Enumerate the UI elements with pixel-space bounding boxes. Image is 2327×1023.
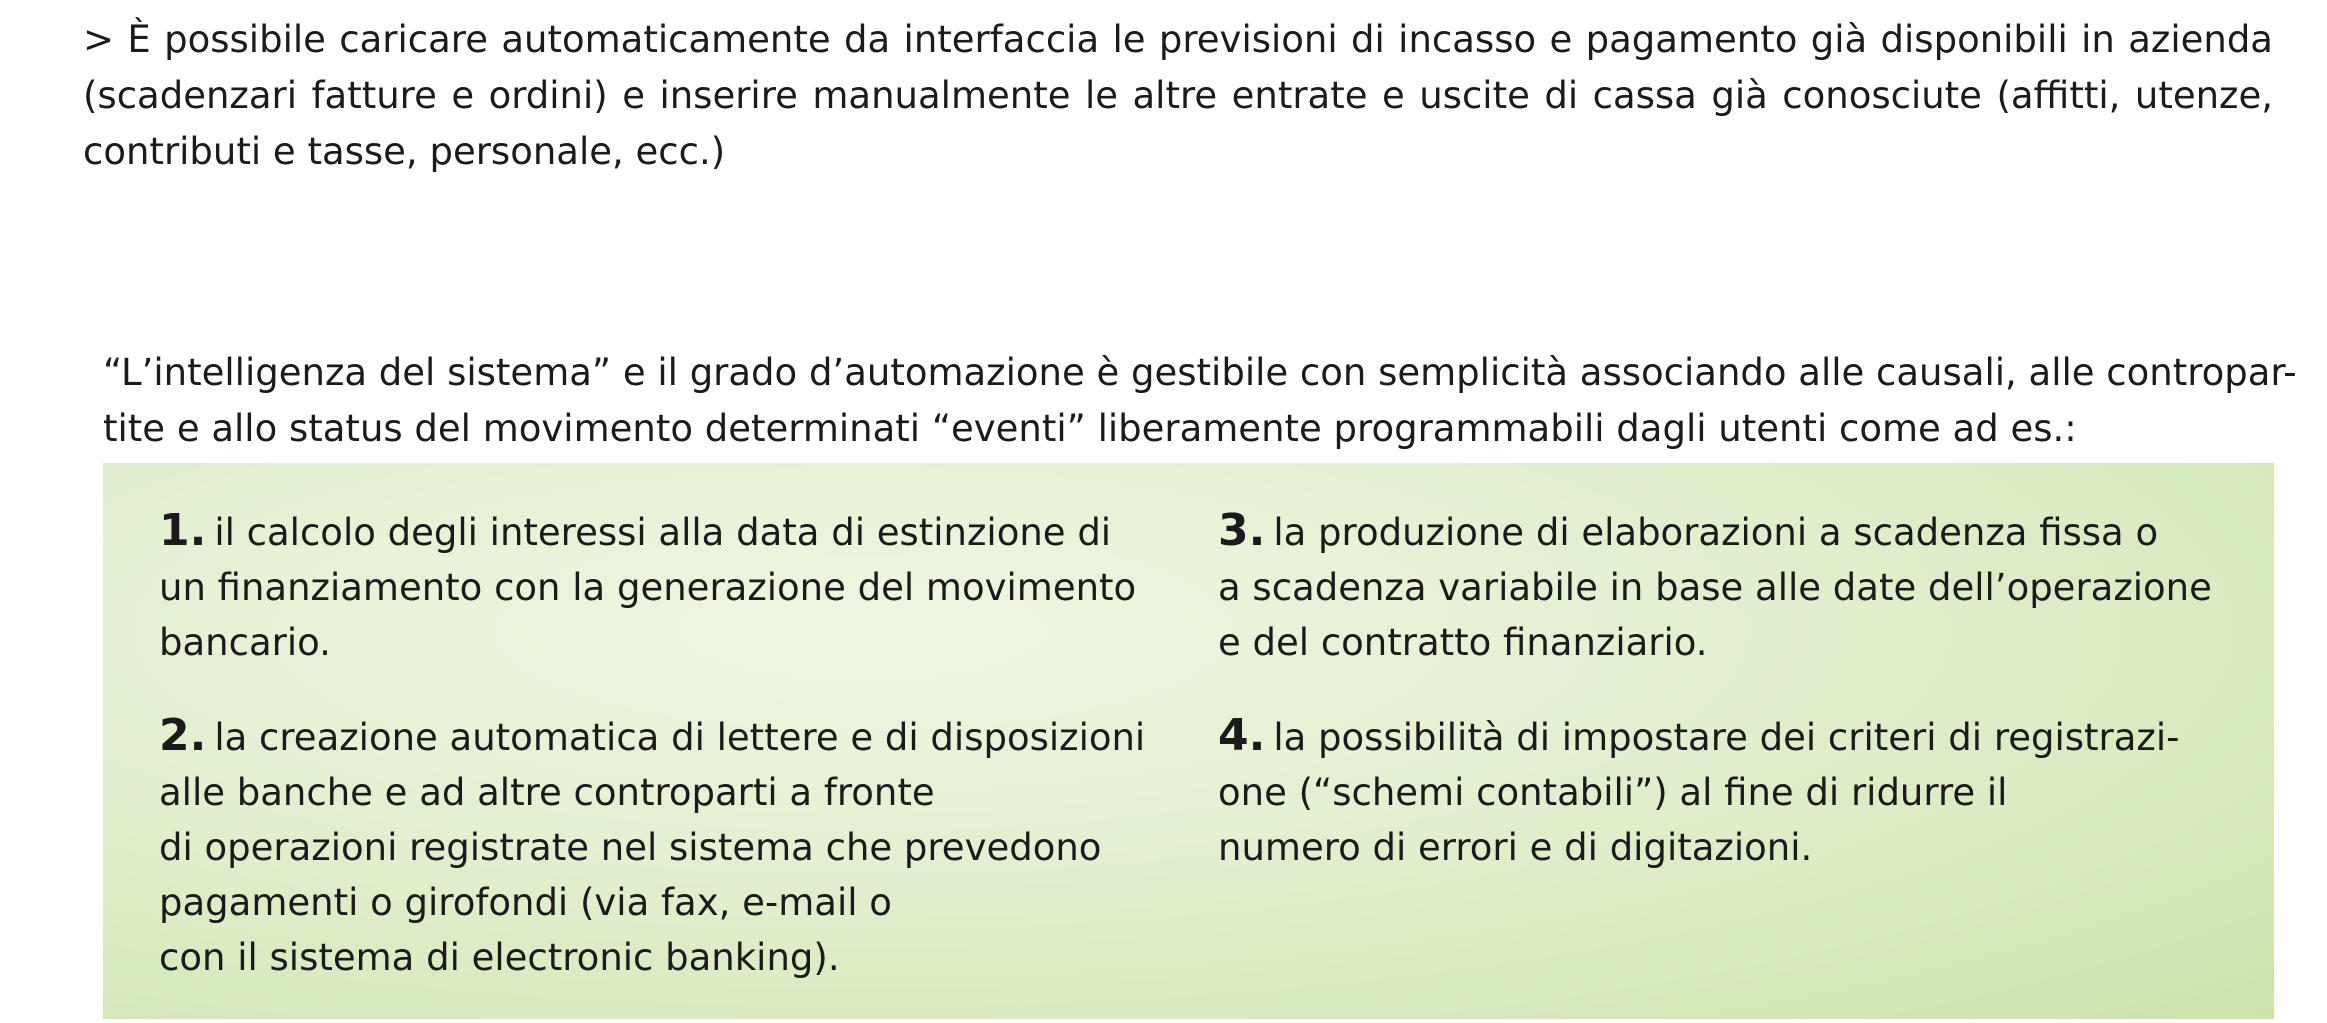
event-item-2-line-1 xyxy=(159,708,1169,765)
event-item-3-text-1: la produzione di elaborazioni a scadenza fissa o xyxy=(1273,511,2159,554)
intro-paragraph: > È possibile caricare automaticamente da interfaccia le previsioni di incasso e pagamento già disponibili in azienda (scadenzari fatture e ordini) e inserire manualmente le altre entrate e uscite di cassa già conosciute (affitti, utenze, contributi e tasse, personale, ecc.) xyxy=(83,18,2273,173)
event-item-2 xyxy=(159,708,1169,985)
event-item-1-number: 1. xyxy=(159,505,207,556)
lead-line-2: tite e allo status del movimento determinati “eventi” liberamente programmabili dagli utenti come ad es.: xyxy=(103,407,2077,450)
lead-paragraph xyxy=(103,345,2297,457)
event-item-3-line-1 xyxy=(1218,503,2228,560)
event-item-3 xyxy=(1218,503,2228,670)
events-column-left xyxy=(159,503,1169,1023)
event-item-1-line-2: un finanziamento con la generazione del movimento xyxy=(159,566,1137,609)
event-item-1 xyxy=(159,503,1169,670)
event-item-4-line-2: one (“schemi contabili”) al fine di ridurre il xyxy=(1218,771,2008,814)
event-item-2-line-2: alle banche e ad altre controparti a fronte xyxy=(159,771,935,814)
event-item-4-number: 4. xyxy=(1218,710,1266,761)
event-item-1-line-3: bancario. xyxy=(159,621,331,664)
event-item-1-text-1: il calcolo degli interessi alla data di estinzione di xyxy=(214,511,1112,554)
event-item-1-line-1 xyxy=(159,503,1169,560)
events-column-right xyxy=(1218,503,2228,913)
event-item-2-line-3: di operazioni registrate nel sistema che prevedono xyxy=(159,826,1102,869)
lead-line-1: “L’intelligenza del sistema” e il grado d’automazione è gestibile con semplicità associando alle causali, alle contropar- xyxy=(103,351,2297,394)
event-item-4-line-1 xyxy=(1218,708,2228,765)
event-item-2-line-4: pagamenti o girofondi (via fax, e-mail o xyxy=(159,881,892,924)
event-item-4-line-3: numero di errori e di digitazioni. xyxy=(1218,826,1813,869)
event-item-2-text-1: la creazione automatica di lettere e di disposizioni xyxy=(214,716,1146,759)
event-item-3-line-3: e del contratto finanziario. xyxy=(1218,621,1708,664)
event-item-3-line-2: a scadenza variabile in base alle date dell’operazione xyxy=(1218,566,2212,609)
event-item-2-line-5: con il sistema di electronic banking). xyxy=(159,936,840,979)
event-item-2-number: 2. xyxy=(159,710,207,761)
event-item-4 xyxy=(1218,708,2228,875)
event-item-4-text-1: la possibilità di impostare dei criteri di registrazi- xyxy=(1273,716,2180,759)
event-item-3-number: 3. xyxy=(1218,505,1266,556)
events-panel xyxy=(103,463,2274,1019)
